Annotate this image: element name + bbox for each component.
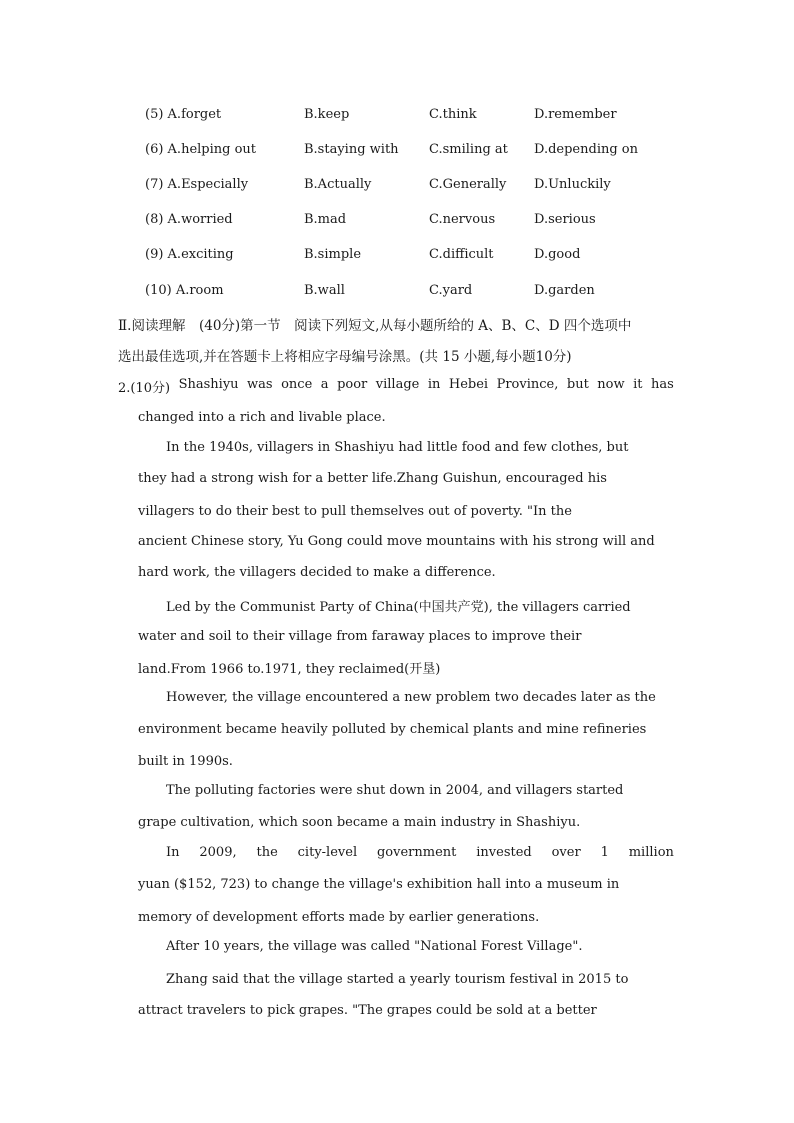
option-c: C.think [429, 107, 477, 122]
passage-line: grape cultivation, which soon became a main industry in Shashiyu. [138, 815, 581, 830]
section-header-line1: Ⅱ.阅读理解 (40分)第一节 阅读下列短文,从每小题所给的 A、B、C、D 四个选项中 [118, 318, 632, 334]
passage-line: built in 1990s. [138, 754, 233, 769]
option-row [0, 177, 794, 199]
passage-line: land.From 1966 to.1971, they reclaimed(开垦) [138, 662, 441, 677]
passage-line: changed into a rich and livable place. [138, 410, 386, 425]
option-d: D.depending on [534, 142, 638, 157]
passage-line: water and soil to their village from faraway places to improve their [138, 629, 582, 644]
option-d: D.remember [534, 107, 617, 122]
option-c: C.yard [429, 283, 473, 298]
passage-line: In the 1940s, villagers in Shashiyu had little food and few clothes, but [166, 440, 629, 455]
option-row [0, 247, 794, 269]
passage-line: environment became heavily polluted by chemical plants and mine refineries [138, 722, 647, 737]
option-a: (8) A.worried [145, 212, 233, 227]
option-b: B.simple [304, 247, 362, 262]
option-c: C.nervous [429, 212, 496, 227]
option-a: (10) A.room [145, 283, 224, 298]
passage-line: ancient Chinese story, Yu Gong could move mountains with his strong will and [138, 534, 655, 549]
option-a: (6) A.helping out [145, 142, 257, 157]
section-header-line2: 选出最佳选项,并在答题卡上将相应字母编号涂黑。(共 15 小题,每小题10分) [118, 349, 572, 365]
option-d: D.garden [534, 283, 595, 298]
passage-line: yuan ($152, 723) to change the village's exhibition hall into a museum in [138, 877, 620, 892]
passage-line: villagers to do their best to pull themselves out of poverty. "In the [138, 504, 572, 519]
passage-line: hard work, the villagers decided to make a difference. [138, 565, 496, 580]
option-b: B.keep [304, 107, 350, 122]
option-row [0, 283, 794, 305]
passage-line: memory of development efforts made by earlier generations. [138, 910, 540, 925]
passage-line: attract travelers to pick grapes. "The grapes could be sold at a better [138, 1003, 597, 1018]
passage-line: they had a strong wish for a better life.Zhang Guishun, encouraged his [138, 471, 607, 486]
option-d: D.Unluckily [534, 177, 611, 192]
option-b: B.wall [304, 283, 345, 298]
option-row [0, 142, 794, 164]
option-b: B.Actually [304, 177, 372, 192]
option-row [0, 107, 794, 129]
passage-line: The polluting factories were shut down in 2004, and villagers started [166, 783, 624, 798]
option-d: D.good [534, 247, 581, 262]
option-d: D.serious [534, 212, 596, 227]
option-c: C.smiling at [429, 142, 508, 157]
option-c: C.difficult [429, 247, 494, 262]
option-row [0, 212, 794, 234]
option-a: (7) A.Especially [145, 177, 249, 192]
passage-line: 2.(10分) Shashiyu was once a poor village in Hebei Province, but now it has [118, 377, 674, 396]
option-b: B.staying with [304, 142, 399, 157]
option-c: C.Generally [429, 177, 507, 192]
passage-line: Led by the Communist Party of China(中国共产党), the villagers carried [166, 600, 631, 615]
passage-line: In 2009, the city-level government invested over 1 million [166, 845, 674, 860]
option-b: B.mad [304, 212, 347, 227]
option-a: (5) A.forget [145, 107, 222, 122]
passage-line: After 10 years, the village was called "National Forest Village". [166, 939, 583, 954]
passage-line: However, the village encountered a new problem two decades later as the [166, 690, 656, 705]
option-a: (9) A.exciting [145, 247, 234, 262]
passage-line: Zhang said that the village started a yearly tourism festival in 2015 to [166, 972, 629, 987]
